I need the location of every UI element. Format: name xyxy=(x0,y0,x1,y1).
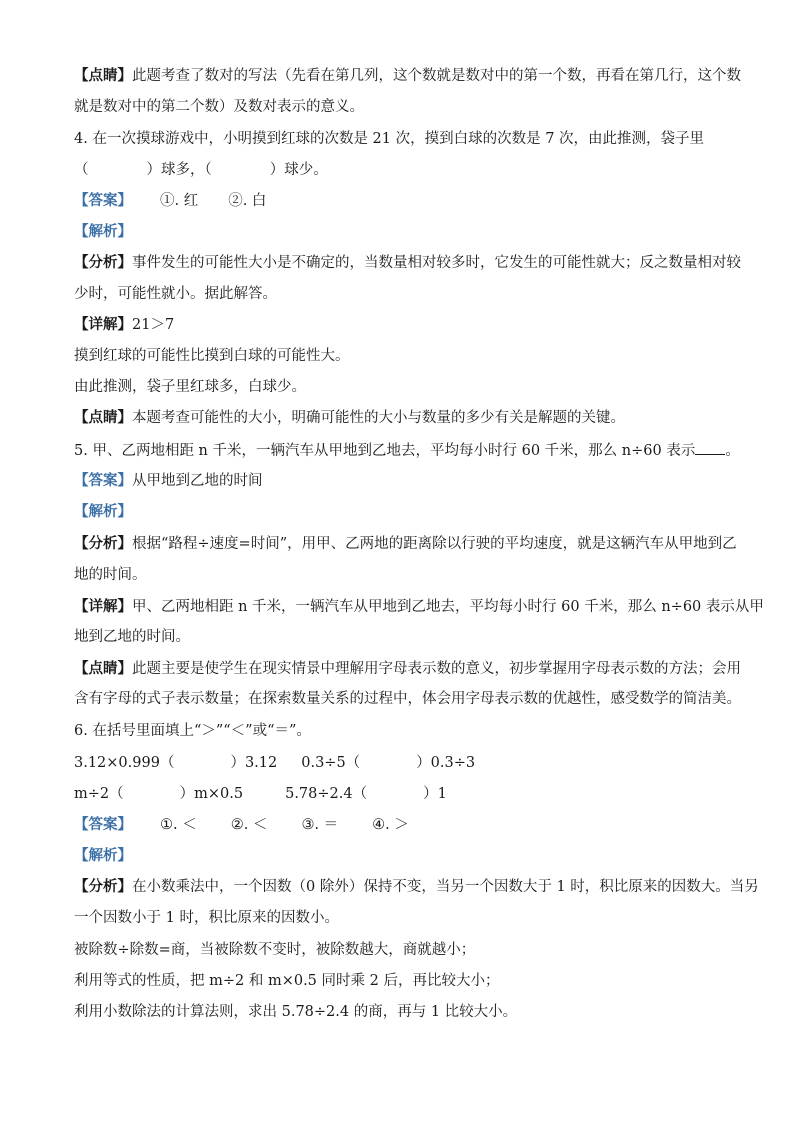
tag-dianjing: 【点睛】 xyxy=(74,409,132,426)
answer-item: ①. 红 xyxy=(160,193,199,209)
tag-dianjing: 【点睛】 xyxy=(74,67,132,84)
text: 地到乙地的时间。 xyxy=(74,629,190,645)
text: 利用小数除法的计算法则，求出 5.78÷2.4 的商，再与 1 比较大小。 xyxy=(74,1004,518,1020)
question-5 xyxy=(74,440,740,461)
text: 由此推测，袋子里红球多，白球少。 xyxy=(74,379,306,395)
fenxi-6-line-1 xyxy=(74,877,759,897)
text: m÷2（ xyxy=(74,786,124,802)
analysis-4-heading xyxy=(74,222,724,242)
fenxi-4-line-1 xyxy=(74,253,741,273)
fenxi-6-line-2 xyxy=(74,908,724,928)
paren-open: （ xyxy=(74,162,89,178)
text: 含有字母的式子表示数量；在探索数量关系的过程中，体会用字母表示数的优越性，感受数学的简洁美。 xyxy=(74,691,741,707)
tag-fenxi: 【分析】 xyxy=(74,535,132,552)
fenxi-4-line-2 xyxy=(74,284,724,304)
question-4-line-1 xyxy=(74,129,724,149)
text: ）1 xyxy=(423,786,447,802)
text: 21＞7 xyxy=(132,317,175,333)
xiangjie-4 xyxy=(74,315,724,335)
xiangjie-5-line-2 xyxy=(74,627,724,647)
tag-jiexi: 【解析】 xyxy=(74,503,132,520)
text: 被除数÷除数=商，当被除数不变时，被除数越大，商就越小； xyxy=(74,942,476,958)
text: 少时，可能性就小。据此解答。 xyxy=(74,286,277,302)
text: ）3.12 xyxy=(230,755,278,771)
text: 此题主要是使学生在现实情景中理解用字母表示数的意义，初步掌握用字母表示数的方法；会用 xyxy=(132,661,741,677)
text: 。 xyxy=(725,443,740,459)
tag-dianjing: 【点睛】 xyxy=(74,660,132,677)
tag-fenxi: 【分析】 xyxy=(74,254,132,271)
text: 地的时间。 xyxy=(74,567,147,583)
fenxi-5-line-2 xyxy=(74,565,724,585)
text: 6. 在括号里面填上“＞”“＜”或“＝”。 xyxy=(74,723,311,739)
line-dianjing-2 xyxy=(74,97,724,117)
fill-blank xyxy=(695,440,725,455)
fenxi-6-line-3 xyxy=(74,940,724,960)
text: 根据“路程÷速度=时间”，用甲、乙两地的距离除以行驶的平均速度，就是这辆汽车从甲地到乙 xyxy=(132,536,737,552)
tag-answer: 【答案】 xyxy=(74,816,132,833)
answer-item: ④. ＞ xyxy=(372,817,409,833)
answer-4 xyxy=(74,191,724,211)
tag-answer: 【答案】 xyxy=(74,472,132,489)
fenxi-5-line-1 xyxy=(74,534,737,554)
line-dianjing-1 xyxy=(74,66,741,86)
text: 摸到红球的可能性比摸到白球的可能性大。 xyxy=(74,348,350,364)
answer-5 xyxy=(74,471,724,491)
fenxi-6-line-4 xyxy=(74,971,724,991)
text: 5. 甲、乙两地相距 n 千米，一辆汽车从甲地到乙地去，平均每小时行 60 千米，那么 n÷60 表示 xyxy=(74,443,696,459)
question-6 xyxy=(74,721,724,741)
text: 从甲地到乙地的时间 xyxy=(132,473,263,489)
tag-xiangjie: 【详解】 xyxy=(74,316,132,333)
xiangjie-4-line-2 xyxy=(74,346,724,366)
text: 本题考查可能性的大小，明确可能性的大小与数量的多少有关是解题的关键。 xyxy=(132,410,625,426)
answer-item: ③. ＝ xyxy=(301,817,339,833)
text: 利用等式的性质，把 m÷2 和 m×0.5 同时乘 2 后，再比较大小； xyxy=(74,973,500,989)
text: 甲、乙两地相距 n 千米，一辆汽车从甲地到乙地去，平均每小时行 60 千米，那么 n÷60 表示从甲 xyxy=(132,599,764,615)
fenxi-6-line-5 xyxy=(74,1002,724,1022)
tag-jiexi: 【解析】 xyxy=(74,223,132,240)
text: 在小数乘法中，一个因数（0 除外）保持不变，当另一个因数大于 1 时，积比原来的因数大。当另 xyxy=(132,879,759,895)
analysis-5-heading xyxy=(74,502,724,522)
text: 3.12×0.999（ xyxy=(74,755,175,771)
tag-xiangjie: 【详解】 xyxy=(74,598,132,615)
text: ）球少。 xyxy=(269,162,328,178)
text: ）0.3÷3 xyxy=(416,755,476,771)
text: ）m×0.5 xyxy=(179,786,244,802)
text: 就是数对中的第二个数）及数对表示的意义。 xyxy=(74,99,364,115)
text: 一个因数小于 1 时，积比原来的因数小。 xyxy=(74,910,339,926)
dianjing-5-line-1 xyxy=(74,659,741,679)
dianjing-4 xyxy=(74,408,724,428)
text: 0.3÷5（ xyxy=(301,755,361,771)
question-4-line-2 xyxy=(74,160,724,180)
tag-fenxi: 【分析】 xyxy=(74,878,132,895)
text: 5.78÷2.4（ xyxy=(285,786,368,802)
answer-item: ②. 白 xyxy=(228,193,267,209)
text: 事件发生的可能性大小是不确定的，当数量相对较多时，它发生的可能性就大；反之数量相对较 xyxy=(132,255,741,271)
answer-6 xyxy=(74,815,724,835)
answer-item: ①. ＜ xyxy=(160,817,197,833)
question-6-row-1 xyxy=(74,753,724,773)
text: 4. 在一次摸球游戏中，小明摸到红球的次数是 21 次，摸到白球的次数是 7 次，由此推测，袋子里 xyxy=(74,131,705,147)
dianjing-5-line-2 xyxy=(74,689,741,709)
tag-answer: 【答案】 xyxy=(74,192,132,209)
question-6-row-2 xyxy=(74,784,724,804)
xiangjie-4-line-3 xyxy=(74,377,724,397)
xiangjie-5-line-1 xyxy=(74,597,764,617)
answer-item: ②. ＜ xyxy=(230,817,268,833)
text: ）球多，（ xyxy=(146,162,212,178)
tag-jiexi: 【解析】 xyxy=(74,847,132,864)
text: 此题考查了数对的写法（先看在第几列，这个数就是数对中的第一个数，再看在第几行，这个数 xyxy=(132,68,741,84)
analysis-6-heading xyxy=(74,846,724,866)
